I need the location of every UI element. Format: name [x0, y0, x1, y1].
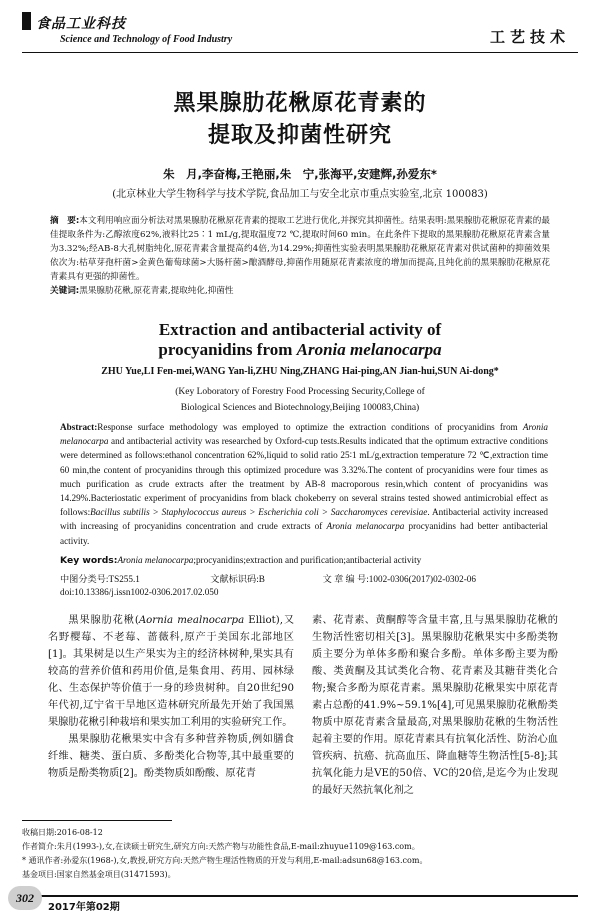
clc-number: 中图分类号:TS255.1 [60, 574, 140, 584]
keywords-en-label: Key words: [60, 555, 118, 566]
body-column-left [48, 612, 294, 782]
affiliation-cn: (北京林业大学生物科学与技术学院,食品加工与安全北京市重点实验室,北京 100083) [112, 189, 488, 200]
abstract-cn-label: 摘 要: [50, 216, 80, 226]
abstract-cn-text: 本文利用响应面分析法对黑果腺肋花楸原花青素的提取工艺进行优化,并探究其抑菌性。结果表明:黑果腺肋花楸原花青素的最佳提取条件为:乙醇浓度62%,液料比25∶1 mL/g,提取温度72 ℃,提取时间60 min。在此条件下提取的黑果腺肋花楸原花青素含量为3.32%;经AB-8大孔树脂纯化,原花青素含量提高约4倍,为14.29%;抑菌性实验表明黑果腺肋花楸原花青素对供试菌种的抑菌效果依次为:枯草芽孢杆菌>金黄色葡萄球菌>大肠杆菌>酿酒酵母,抑菌作用随原花青素浓度的增加而提高,且纯化前的黑果腺肋花楸原花青素具有更强的抑菌性。 [50, 216, 550, 282]
species-name: Aronia melanocarpa [326, 521, 405, 532]
title-en-line-1: Extraction and antibacterial activity of [158, 320, 442, 339]
species-name: Aornia mealnocarpa [138, 615, 245, 626]
keywords-cn-label: 关键词: [50, 286, 80, 296]
body-text: 黑果腺肋花楸( [68, 615, 139, 626]
body-text: 素、花青素、黄酮醇等含量丰富,且与黑果腺肋花楸的生物活性密切相关[3]。黑果腺肋花楸果实中多酚类物质主要分为单体多酚和聚合多酚。单体多酚主要为酚酸、类黄酮及其试类化合物、花青素及其糖苷类化合物;聚合多酚为原花青素。黑果腺肋花楸果实中原花青素占总酚的41.9%~59.1%[4],可见黑果腺肋花楸酚类物质中原花青素含量最高,对黑果腺肋花楸的生物活性起着主要的作用。原花青素具有抗氧化活性、防治心血管疾病、抗癌、抗高血压、降血糖等生物活性[5-8];其抗氧化能力是VE的50倍、VC的20倍,是迄今为止发现的最好天然抗氧化剂之 [312, 615, 558, 796]
affiliation-en-line-2: Biological Sciences and Biotechnology,Beijing 100083,China) [180, 403, 420, 413]
header-divider [22, 52, 578, 53]
article-number: 文 章 编 号:1002-0306(2017)02-0302-06 [322, 574, 476, 584]
abstract-en [60, 420, 548, 548]
abstract-en-part-2: and antibacterial activity was researched by Oxford-cup tests.Results indicated that the optimum extractive conditions were determined as follows:ethanol concentration 62%,liquid to solid ratio 25∶1 mL/g,extraction temperature 72 ℃,extraction time 60 min,the content of procyanidins through this optimized procedure was 3.32%.The content of procyanidins were four times as much purification as crude extracts after the treatment by AB-8 macroporous resin,which content of procyanidins was 14.29%.Bacteriostatic experiment of procyanidins from black chokeberry on several strains tested showed antimicrobial effect as follows: [60, 436, 548, 518]
keywords-en-text: ;procyanidins;extraction and purification;antibacterial activity [193, 555, 422, 565]
journal-mark-icon [22, 12, 31, 30]
document-code: 文献标识码:B [210, 574, 265, 584]
authors-cn: 朱 月,李奋梅,王艳丽,朱 宁,张海平,安建辉,孙爱东* [163, 167, 437, 181]
authors-en: ZHU Yue,LI Fen-mei,WANG Yan-li,ZHU Ning,ZHANG Hai-ping,AN Jian-hui,SUN Ai-dong* [101, 366, 499, 377]
keywords-en [60, 555, 550, 566]
title-en-species: Aronia melanocarpa [296, 340, 442, 359]
page-number: 302 [8, 886, 42, 910]
body-text: Elliot),又名野樱莓、不老莓、蔷薇科,原产于美国东北部地区[1]。其果树是以生产果实为主的经济林树种,果实具有较高的营养价值和药用价值,是集食用、药用、园林绿化、生态保护等价值于一身的珍贵树种。自20世纪90年代初,辽宁省干旱地区造林研究所最先开始了我国黑果腺肋花楸引种栽培和果实加工利用的实验研究工作。 [48, 615, 295, 728]
footnote-corresponding: * 通讯作者:孙爱东(1968-),女,教授,研究方向:天然产物生理活性物质的开发与利用,E-mail:adsun68@163.com。 [22, 856, 428, 865]
column-label: 工艺技术 [489, 28, 570, 46]
bacteria-ranking: Bacillus subtilis > Staphylococcus aureus > Escherichia coli > Saccharomyces cerevisiae [90, 507, 428, 518]
journal-title-cn: 食品工业科技 [36, 16, 126, 32]
title-en-line-2-text: procyanidins from [158, 340, 293, 359]
footnote-divider [22, 820, 172, 821]
affiliation-en [0, 384, 600, 416]
title-en-line-2 [0, 340, 600, 360]
footnote-received: 收稿日期:2016-08-12 [22, 828, 103, 837]
keywords-en-species: Aronia melanocarpa [117, 555, 194, 565]
doi: doi:10.13386/j.issn1002-0306.2017.02.050 [60, 587, 219, 597]
keywords-cn: 黑果腺肋花楸,原花青素,提取纯化,抑菌性 [79, 286, 234, 296]
issue-label: 2017年第02期 [48, 902, 120, 913]
footnote-author: 作者简介:朱月(1993-),女,在读硕士研究生,研究方向:天然产物与功能性食品,E-mail:zhuyue1109@163.com。 [22, 842, 420, 851]
body-paragraph [48, 731, 294, 782]
classification-line [60, 571, 550, 585]
footnote-fund: 基金项目:国家自然基金项目(31471593)。 [22, 870, 176, 879]
abstract-en-part-3: . Antibacterial activity increased with increasing of procyanidins concentration and crude extracts of [60, 507, 548, 532]
footer-rule [22, 895, 578, 897]
body-column-right [312, 612, 558, 799]
journal-title-en: Science and Technology of Food Industry [60, 34, 233, 45]
journal-header [22, 10, 578, 50]
abstract-en-label: Abstract: [60, 422, 98, 432]
affiliation-en-line-1: (Key Loboratory of Forestry Food Processing Security,College of [175, 387, 425, 397]
species-name: Aronia melanocarpa [60, 422, 548, 447]
body-paragraph [48, 612, 294, 731]
title-cn-line-1: 黑果腺肋花楸原花青素的 [173, 91, 427, 116]
abstract-en-part-1: Response surface methodology was employed to optimize the extraction conditions of procyanidins from [97, 422, 523, 432]
body-paragraph [312, 612, 558, 799]
abstract-cn [50, 214, 550, 298]
body-text: 黑果腺肋花楸果实中含有多种营养物质,例如膳食纤维、糖类、蛋白质、多酚类化合物等,其中最重要的物质是酚类物质[2]。酚类物质如酚酸、原花青 [48, 734, 294, 779]
title-cn-line-2: 提取及抑菌性研究 [207, 123, 392, 148]
abstract-en-part-4: procyanidins had better antibacterial activity. [60, 521, 548, 546]
